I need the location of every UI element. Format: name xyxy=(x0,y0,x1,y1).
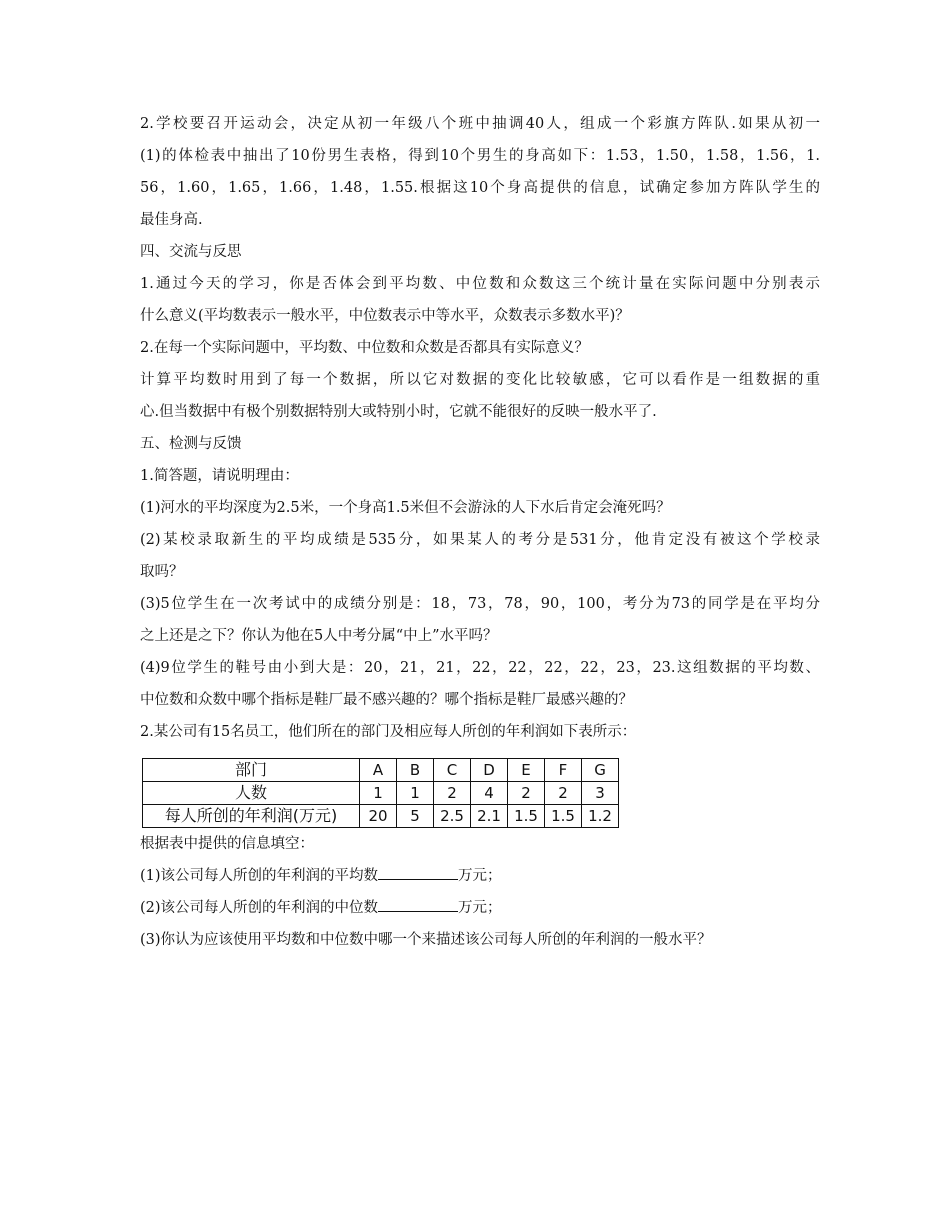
table-cell: 2.1 xyxy=(471,805,508,828)
table-cell: 1 xyxy=(397,782,434,805)
table-row xyxy=(143,759,619,782)
section-5-title: 五、检测与反馈 xyxy=(140,436,242,452)
fill-1-unit: 万元； xyxy=(458,868,502,884)
table-row xyxy=(143,805,619,828)
table-cell: 2 xyxy=(508,782,545,805)
feedback-1-b-line-1: (2)某校录取新生的平均成绩是535分，如果某人的考分是531分，他肯定没有被这个学校录 xyxy=(140,532,820,548)
feedback-1-c-line-2: 之上还是之下？你认为他在5人中考分属“中上”水平吗？ xyxy=(140,628,498,644)
feedback-1-d-line-1: (4)9位学生的鞋号由小到大是：20，21，21，22，22，22，22，23，23.这组数据的平均数、 xyxy=(140,660,820,676)
feedback-1-c-line-1: (3)5位学生在一次考试中的成绩分别是：18，73，78，90，100，考分为73的同学是在平均分 xyxy=(140,596,820,612)
answer-blank-1[interactable] xyxy=(378,863,458,880)
q2-line-2: (1)的体检表中抽出了10份男生表格，得到10个男生的身高如下：1.53，1.50，1.58，1.56，1. xyxy=(140,148,820,164)
fill-question-1 xyxy=(140,860,820,892)
table-cell: E xyxy=(508,759,545,782)
q2-line-4: 最佳身高. xyxy=(140,212,203,228)
table-cell: 2 xyxy=(545,782,582,805)
table-cell: 1 xyxy=(360,782,397,805)
table-cell: 2.5 xyxy=(434,805,471,828)
feedback-1-title: 1.简答题，请说明理由： xyxy=(140,468,299,484)
feedback-1-a: (1)河水的平均深度为2.5米，一个身高1.5米但不会游泳的人下水后肯定会淹死吗？ xyxy=(140,500,671,516)
table-cell: 20 xyxy=(360,805,397,828)
table-row xyxy=(143,782,619,805)
profit-table xyxy=(142,758,619,828)
reflection-3-line-2: 心.但当数据中有极个别数据特别大或特别小时，它就不能很好的反映一般水平了. xyxy=(140,404,657,420)
fill-question-2 xyxy=(140,892,820,924)
table-cell: B xyxy=(397,759,434,782)
table-cell: G xyxy=(582,759,619,782)
row-label-count: 人数 xyxy=(143,782,360,805)
reflection-3-line-1: 计算平均数时用到了每一个数据，所以它对数据的变化比较敏感，它可以看作是一组数据的重 xyxy=(140,372,820,388)
reflection-2: 2.在每一个实际问题中，平均数、中位数和众数是否都具有实际意义？ xyxy=(140,340,589,356)
table-cell: C xyxy=(434,759,471,782)
reflection-1-line-1: 1.通过今天的学习，你是否体会到平均数、中位数和众数这三个统计量在实际问题中分别表示 xyxy=(140,276,820,292)
fill-intro: 根据表中提供的信息填空： xyxy=(140,836,314,852)
table-cell: 2 xyxy=(434,782,471,805)
feedback-1-d-line-2: 中位数和众数中哪个指标是鞋厂最不感兴趣的？哪个指标是鞋厂最感兴趣的？ xyxy=(140,692,633,708)
table-cell: A xyxy=(360,759,397,782)
document-page xyxy=(140,108,820,956)
q2-line-3: 56，1.60，1.65，1.66，1.48，1.55.根据这10个身高提供的信息，试确定参加方阵队学生的 xyxy=(140,180,820,196)
q2-line-1: 2.学校要召开运动会，决定从初一年级八个班中抽调40人，组成一个彩旗方阵队.如果从初一 xyxy=(140,116,820,132)
table-cell: 1.5 xyxy=(508,805,545,828)
table-cell: 1.5 xyxy=(545,805,582,828)
table-cell: 5 xyxy=(397,805,434,828)
table-cell: F xyxy=(545,759,582,782)
table-cell: 1.2 xyxy=(582,805,619,828)
feedback-2-intro: 2.某公司有15名员工，他们所在的部门及相应每人所创的年利润如下表所示： xyxy=(140,724,637,740)
feedback-1-b-line-2: 取吗？ xyxy=(140,564,184,580)
row-label-department: 部门 xyxy=(143,759,360,782)
fill-2-unit: 万元； xyxy=(458,900,502,916)
fill-2-text: (2)该公司每人所创的年利润的中位数 xyxy=(140,900,379,916)
section-4-title: 四、交流与反思 xyxy=(140,244,242,260)
fill-1-text: (1)该公司每人所创的年利润的平均数 xyxy=(140,868,379,884)
row-label-profit: 每人所创的年利润(万元) xyxy=(143,805,360,828)
reflection-1-line-2: 什么意义(平均数表示一般水平，中位数表示中等水平，众数表示多数水平)？ xyxy=(140,308,630,324)
answer-blank-2[interactable] xyxy=(378,895,458,912)
table-cell: 3 xyxy=(582,782,619,805)
fill-question-3: (3)你认为应该使用平均数和中位数中哪一个来描述该公司每人所创的年利润的一般水平？ xyxy=(140,932,712,948)
table-cell: 4 xyxy=(471,782,508,805)
table-cell: D xyxy=(471,759,508,782)
